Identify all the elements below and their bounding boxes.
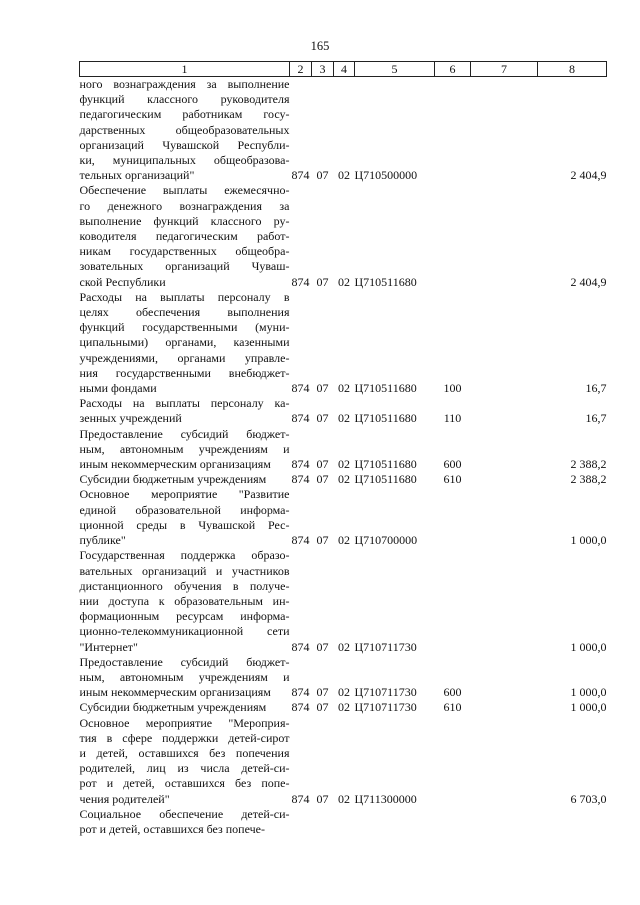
column-7-value <box>471 487 538 548</box>
ministry-code: 874 <box>291 791 310 806</box>
description-line: единой образовательной информа- <box>79 502 290 517</box>
target-article-code: Ц710711730 <box>354 639 417 654</box>
row-description <box>80 655 290 701</box>
description-line: Государственная поддержка образо- <box>79 548 290 563</box>
description-line: иным некоммерческим организациям <box>79 457 271 472</box>
section-code: 07 <box>316 533 329 548</box>
description-line: Расходы на выплаты персоналу в <box>79 289 290 304</box>
description-line: чения родителей" <box>79 791 170 806</box>
target-article-code: Ц710511680 <box>354 381 417 396</box>
subsection-code: 02 <box>338 533 350 548</box>
subsection-code: 02 <box>338 472 350 487</box>
description-line: ными фондами <box>79 381 157 396</box>
section-code <box>312 807 334 837</box>
description-line: вательных организаций и участников <box>79 563 290 578</box>
description-line: функций классного руководителя <box>79 92 290 107</box>
amount: 2 404,9 <box>570 168 607 183</box>
description-line: никам государственных общеобра- <box>79 244 290 259</box>
description-line: дистанционного обучения в получе- <box>79 578 290 593</box>
ministry-code: 874 <box>291 685 310 700</box>
amount: 1 000,0 <box>570 533 607 548</box>
row-description <box>80 548 290 654</box>
expense-type-code: 610 <box>443 700 462 715</box>
section-code: 07 <box>316 472 329 487</box>
target-article-code: Ц710500000 <box>354 168 418 183</box>
ministry-code <box>290 807 312 837</box>
column-7-value <box>471 396 538 426</box>
table-row <box>80 396 607 426</box>
description-line: нии доступа к образовательным ин- <box>79 593 290 608</box>
table-header-row <box>80 62 607 77</box>
description-line: Социальное обеспечение детей-си- <box>79 806 290 821</box>
amount: 2 404,9 <box>570 274 607 289</box>
column-7-value <box>471 183 538 289</box>
description-line: организаций Чувашской Республи- <box>79 137 290 152</box>
target-article-code: Ц710511680 <box>354 274 417 289</box>
ministry-code: 874 <box>291 639 310 654</box>
target-article-code: Ц710711730 <box>354 685 417 700</box>
amount: 1 000,0 <box>570 700 607 715</box>
description-line: функций государственными (муни- <box>79 320 290 335</box>
expense-type-code: 610 <box>443 472 462 487</box>
table-row <box>80 700 607 715</box>
description-line: ным, автономным учреждениям и <box>79 441 290 456</box>
description-line: и детей, оставшихся без попечения <box>79 745 290 760</box>
amount: 16,7 <box>585 411 607 426</box>
description-line: Предоставление субсидий бюджет- <box>79 654 290 669</box>
target-article-code: Ц711300000 <box>354 791 417 806</box>
target-article-code: Ц710711730 <box>354 700 417 715</box>
description-line: ководителя педагогическим работ- <box>79 229 290 244</box>
expense-type-code <box>435 807 471 837</box>
description-line: педагогическим работникам госу- <box>79 107 290 122</box>
expense-type-code <box>435 716 471 807</box>
amount: 16,7 <box>585 381 607 396</box>
section-code: 07 <box>316 700 329 715</box>
table-row <box>80 77 607 184</box>
subsection-code: 02 <box>338 791 350 806</box>
target-article-code: Ц710511680 <box>354 457 417 472</box>
expense-type-code: 600 <box>443 457 462 472</box>
row-description <box>80 396 290 426</box>
description-line: ным, автономным учреждениям и <box>79 669 290 684</box>
target-article-code: Ц710511680 <box>354 411 417 426</box>
description-line: Субсидии бюджетным учреждениям <box>79 472 267 487</box>
section-code: 07 <box>316 457 329 472</box>
amount: 1 000,0 <box>570 639 607 654</box>
subsection-code: 02 <box>338 457 350 472</box>
section-code: 07 <box>316 791 329 806</box>
column-header: 8 <box>538 62 607 77</box>
expense-type-code: 100 <box>443 381 462 396</box>
description-line: дарственных общеобразовательных <box>79 122 290 137</box>
table-row <box>80 290 607 396</box>
column-7-value <box>471 655 538 701</box>
target-article-code: Ц710700000 <box>354 533 418 548</box>
description-line: "Интернет" <box>79 639 138 654</box>
expense-type-code: 110 <box>443 411 462 426</box>
row-description <box>80 472 290 487</box>
amount: 1 000,0 <box>570 685 607 700</box>
target-article-code <box>355 807 435 837</box>
row-description <box>80 716 290 807</box>
expense-type-code <box>435 183 471 289</box>
description-line: ской Республики <box>79 274 166 289</box>
column-header: 2 <box>290 62 312 77</box>
amount: 2 388,2 <box>570 472 607 487</box>
expense-type-code <box>435 548 471 654</box>
subsection-code: 02 <box>338 411 350 426</box>
ministry-code: 874 <box>291 533 310 548</box>
subsection-code: 02 <box>338 168 350 183</box>
description-line: иным некоммерческим организациям <box>79 685 271 700</box>
column-header: 7 <box>471 62 538 77</box>
subsection-code: 02 <box>338 274 350 289</box>
description-line: тия в сфере поддержки детей-сирот <box>79 730 290 745</box>
table-row <box>80 427 607 473</box>
description-line: Предоставление субсидий бюджет- <box>79 426 290 441</box>
column-header: 4 <box>334 62 355 77</box>
description-line: Основное мероприятие "Развитие <box>79 487 290 502</box>
column-7-value <box>471 548 538 654</box>
amount <box>538 807 607 837</box>
subsection-code: 02 <box>338 639 350 654</box>
row-description <box>80 290 290 396</box>
row-description <box>80 183 290 289</box>
ministry-code: 874 <box>291 472 310 487</box>
column-header: 1 <box>80 62 290 77</box>
budget-table <box>79 61 607 837</box>
column-7-value <box>471 427 538 473</box>
subsection-code <box>334 807 355 837</box>
table-row <box>80 716 607 807</box>
row-description <box>80 700 290 715</box>
row-description <box>80 807 290 837</box>
description-line: ки, муниципальных общеобразова- <box>79 153 290 168</box>
column-7-value <box>471 290 538 396</box>
column-7-value <box>471 472 538 487</box>
column-7-value <box>471 716 538 807</box>
description-line: формационным ресурсам информа- <box>79 609 290 624</box>
ministry-code: 874 <box>291 381 310 396</box>
description-line: Субсидии бюджетным учреждениям <box>79 700 267 715</box>
column-header: 5 <box>355 62 435 77</box>
description-line: ционной среды в Чувашской Рес- <box>79 517 290 532</box>
expense-type-code: 600 <box>443 685 462 700</box>
description-line: публике" <box>79 533 126 548</box>
section-code: 07 <box>316 274 329 289</box>
description-line: выполнение функций классного ру- <box>79 213 290 228</box>
page-number: 165 <box>310 39 330 53</box>
table-row <box>80 548 607 654</box>
section-code: 07 <box>316 381 329 396</box>
amount: 2 388,2 <box>570 457 607 472</box>
description-line: Обеспечение выплаты ежемесячно- <box>79 183 290 198</box>
description-line: рот и детей, оставшихся без попе- <box>79 776 290 791</box>
section-code: 07 <box>316 411 329 426</box>
table-row <box>80 487 607 548</box>
description-line: Основное мероприятие "Мероприя- <box>79 715 290 730</box>
row-description <box>80 77 290 184</box>
target-article-code: Ц710511680 <box>354 472 417 487</box>
column-7-value <box>471 77 538 184</box>
ministry-code: 874 <box>291 168 310 183</box>
ministry-code: 874 <box>291 700 310 715</box>
description-line: учреждениями, органами управле- <box>79 350 290 365</box>
description-line: ния государственными внебюджет- <box>79 365 290 380</box>
section-code: 07 <box>316 639 329 654</box>
description-line: ного вознаграждения за выполнение <box>79 77 290 91</box>
column-header: 6 <box>435 62 471 77</box>
row-description <box>80 427 290 473</box>
ministry-code: 874 <box>291 411 310 426</box>
column-7-value <box>471 807 538 837</box>
row-description <box>80 487 290 548</box>
table-row <box>80 472 607 487</box>
subsection-code: 02 <box>338 700 350 715</box>
table-row <box>80 183 607 289</box>
subsection-code: 02 <box>338 381 350 396</box>
description-line: ципальными) органами, казенными <box>79 335 290 350</box>
expense-type-code <box>435 487 471 548</box>
table-row <box>80 807 607 837</box>
description-line: целях обеспечения выполнения <box>79 305 290 320</box>
description-line: зовательных организаций Чуваш- <box>79 259 290 274</box>
description-line: зенных учреждений <box>79 411 182 426</box>
description-line: рот и детей, оставшихся без попече- <box>79 821 265 836</box>
description-line: Расходы на выплаты персоналу ка- <box>79 396 290 411</box>
ministry-code: 874 <box>291 457 310 472</box>
table-row <box>80 655 607 701</box>
section-code: 07 <box>316 168 329 183</box>
ministry-code: 874 <box>291 274 310 289</box>
description-line: ционно-телекоммуникационной сети <box>79 624 290 639</box>
column-header: 3 <box>312 62 334 77</box>
description-line: тельных организаций" <box>79 168 195 183</box>
expense-type-code <box>435 77 471 184</box>
section-code: 07 <box>316 685 329 700</box>
subsection-code: 02 <box>338 685 350 700</box>
description-line: го денежного вознаграждения за <box>79 198 290 213</box>
column-7-value <box>471 700 538 715</box>
description-line: родителей, лиц из числа детей-си- <box>79 761 290 776</box>
amount: 6 703,0 <box>570 791 607 806</box>
